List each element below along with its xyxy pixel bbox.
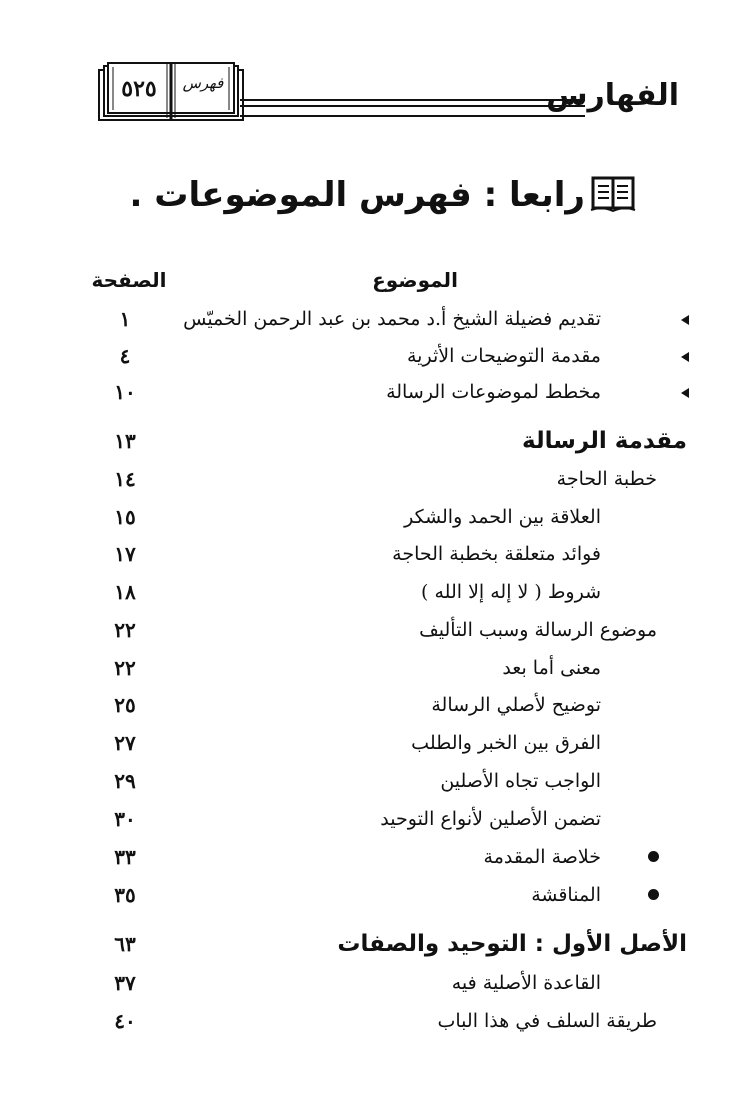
index-entry-page: ٣٧ xyxy=(114,971,136,995)
index-entry-page: ١٨ xyxy=(114,580,136,604)
index-entry-title: فوائد متعلقة بخطبة الحاجة xyxy=(392,543,601,565)
index-entry-page: ١٠ xyxy=(114,380,136,404)
index-entry-page: ٣٠ xyxy=(114,807,136,831)
index-entry-page: ١٥ xyxy=(114,505,136,529)
column-header-topic: الموضوع xyxy=(372,268,458,292)
index-entry-page: ٢٥ xyxy=(114,693,136,717)
chapter-row xyxy=(0,424,755,458)
index-entry-page: ٢٢ xyxy=(114,656,136,680)
index-entry-title: خلاصة المقدمة xyxy=(483,846,601,868)
index-entry-page: ٢٩ xyxy=(114,769,136,793)
triangle-bullet-icon xyxy=(681,315,689,325)
index-entry-page: ١٣ xyxy=(114,429,136,453)
index-entry-title: العلاقة بين الحمد والشكر xyxy=(404,506,601,528)
index-row xyxy=(0,726,755,760)
index-entry-title: خطبة الحاجة xyxy=(556,468,657,490)
index-entry-page: ٦٣ xyxy=(114,932,136,956)
book-label: فهرس xyxy=(182,74,224,92)
index-row xyxy=(0,802,755,836)
index-entry-title: شروط ( لا إله إلا الله ) xyxy=(421,581,601,603)
index-entry-title: توضيح لأصلي الرسالة xyxy=(431,694,601,716)
index-entry-page: ١٧ xyxy=(114,542,136,566)
index-entry-title: الفرق بين الخبر والطلب xyxy=(411,732,601,754)
page-number-book-ornament xyxy=(97,62,245,124)
index-entry-title: معنى أما بعد xyxy=(502,657,601,679)
index-row xyxy=(0,764,755,798)
index-entry-page: ٢٧ xyxy=(114,731,136,755)
index-entry-title: موضوع الرسالة وسبب التأليف xyxy=(419,619,657,641)
index-entry-title: مقدمة التوضيحات الأثرية xyxy=(407,345,601,367)
index-row xyxy=(0,302,755,336)
index-row xyxy=(0,1004,755,1038)
index-row xyxy=(0,651,755,685)
index-row xyxy=(0,375,755,409)
index-entry-title: القاعدة الأصلية فيه xyxy=(451,972,601,994)
bullet-dot-icon xyxy=(648,851,659,862)
index-row xyxy=(0,840,755,874)
index-row xyxy=(0,462,755,496)
index-entry-title: تقديم فضيلة الشيخ أ.د محمد بن عبد الرحمن الخميّس xyxy=(183,308,601,330)
column-header-page: الصفحة xyxy=(91,268,167,292)
section-title: رابعا : فهرس الموضوعات . xyxy=(129,175,585,215)
index-row xyxy=(0,537,755,571)
triangle-bullet-icon xyxy=(681,352,689,362)
index-row xyxy=(0,575,755,609)
running-header-title: الفهارس xyxy=(546,78,679,113)
index-entry-page: ١ xyxy=(119,307,131,331)
index-row xyxy=(0,688,755,722)
index-entry-page: ٣٥ xyxy=(114,883,136,907)
index-row xyxy=(0,613,755,647)
bullet-dot-icon xyxy=(648,889,659,900)
index-row xyxy=(0,500,755,534)
open-book-icon xyxy=(590,174,636,214)
index-entry-title: طريقة السلف في هذا الباب xyxy=(437,1010,657,1032)
index-row xyxy=(0,339,755,373)
index-entry-title: الواجب تجاه الأصلين xyxy=(440,770,601,792)
page-number: ٥٢٥ xyxy=(121,76,157,102)
index-entry-page: ٢٢ xyxy=(114,618,136,642)
chapter-title: الأصل الأول : التوحيد والصفات xyxy=(337,931,687,957)
triangle-bullet-icon xyxy=(681,388,689,398)
index-entry-title: مخطط لموضوعات الرسالة xyxy=(386,381,601,403)
index-entry-title: المناقشة xyxy=(531,884,601,906)
index-entry-title: تضمن الأصلين لأنواع التوحيد xyxy=(380,808,601,830)
index-entry-page: ٣٣ xyxy=(114,845,136,869)
index-entry-page: ١٤ xyxy=(114,467,136,491)
index-entry-page: ٤٠ xyxy=(114,1009,136,1033)
chapter-title: مقدمة الرسالة xyxy=(522,428,687,454)
index-entry-page: ٤ xyxy=(119,344,131,368)
chapter-row xyxy=(0,927,755,961)
index-row xyxy=(0,878,755,912)
header-rule xyxy=(240,99,585,117)
index-row xyxy=(0,966,755,1000)
